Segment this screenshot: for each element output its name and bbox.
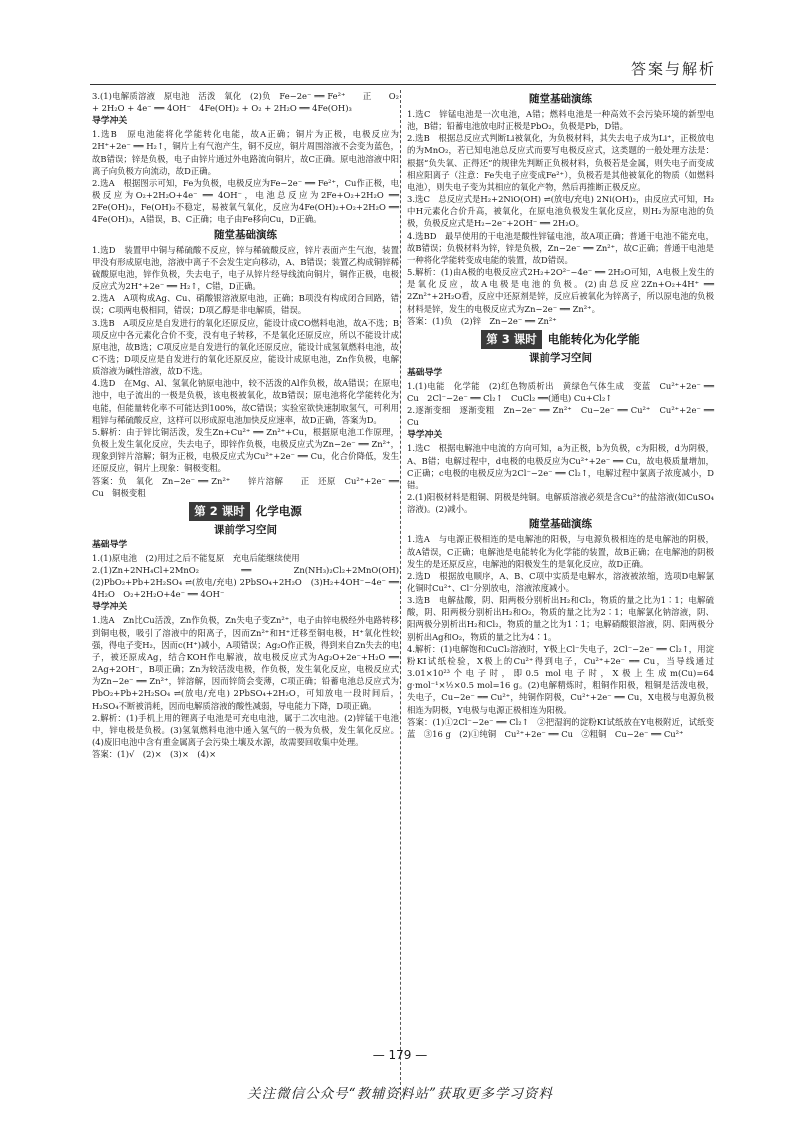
left-column <box>92 90 408 760</box>
lesson-number: 第 3 课时 <box>481 330 542 349</box>
lesson-title: 化学电源 <box>255 503 302 518</box>
subsection-heading: 基础导学 <box>92 539 128 550</box>
answer-paragraph: 3.(1)电解质溶液 原电池 活泼 氧化 (2)负 Fe−2e⁻ ══ Fe²⁺ 正 O₂ + 2H₂O + 4e⁻ ══ 4OH⁻ 4Fe(OH)₂ + O₂ + 2H₂O ══ 4Fe(OH)₃ <box>92 91 399 114</box>
answer-paragraph: 5.解析：(1)由A极的电极反应式2H₂+2O²⁻−4e⁻ ══ 2H₂O可知，A电极上发生的是氧化反应，故A电极是电池的负极。(2)由总反应2Zn+O₂+4H⁺ ══ 2Zn²⁺+2H₂O看，反应中还原剂是锌，反应后被氧化为锌离子，所以原电池的负极材料是锌，发生的电极反应式为Zn−2e⁻ ══ Zn²⁺。 <box>407 267 714 314</box>
subsection-heading: 基础导学 <box>407 367 443 378</box>
page-number: — 179 — <box>372 1048 428 1062</box>
answer-paragraph: 3.选B A项反应是自发进行的氧化还原反应，能设计成CO燃料电池，故A不选；B项反应中各元素化合价不变，没有电子转移，不是氧化还原反应，所以不能设计成原电池，故B选；C项反应是自发进行的氧化还原反应，能设计成氢氧燃料电池，故C不选；D项反应是自发进行的氧化还原反应，能设计成原电池，Zn作负极，电解质溶液为碱性溶液，故D不选。 <box>92 317 399 377</box>
answer-paragraph: 2.逐渐变细 逐渐变粗 Zn−2e⁻ ══ Zn²⁺ Cu−2e⁻ ══ Cu²⁺ Cu²⁺+2e⁻ ══ Cu <box>407 405 714 428</box>
answer-paragraph: 4.选BD 最早使用的干电池是酸性锌锰电池，故A项正确；普通干电池不能充电，故B错误；负极材料为锌，锌是负极，Zn−2e⁻ ══ Zn²⁺，故C正确；普通干电池是一种将化学能转变成电能的装置，故D错误。 <box>407 230 714 265</box>
section-heading: 随堂基础演练 <box>529 518 592 531</box>
lesson-number: 第 2 课时 <box>189 502 250 521</box>
lesson-heading <box>92 502 399 521</box>
answer-paragraph: 2.选A A项构成Ag、Cu、硝酸银溶液原电池，正确；B项没有构成闭合回路，错误；C项两电极相同，错误；D项乙醇是非电解质，错误。 <box>92 293 399 316</box>
answer-paragraph: 2.解析：(1)手机上用的锂离子电池是可充电电池，属于二次电池。(2)锌锰干电池中，锌电极是负极。(3)氢氧燃料电池中通入氢气的一极为负极，发生氧化反应。(4)废旧电池中含有重金属离子会污染土壤及水源，故需要回收集中处理。 <box>92 712 399 748</box>
answer-paragraph: 3.选B 电解盐酸，阴、阳两极分别析出H₂和Cl₂，物质的量之比为1∶1；电解硫酸，阴、阳两极分别析出H₂和O₂，物质的量之比为2∶1；电解氯化钠溶液，阴、阳两极分别析出H₂和Cl₂，物质的量之比为1∶1；电解硝酸银溶液，阴、阳两极分别析出Ag和O₂，物质的量之比为4∶1。 <box>407 595 714 642</box>
lesson-title: 电能转化为化学能 <box>547 331 640 346</box>
right-column <box>407 90 714 740</box>
subsection-heading: 导学冲关 <box>92 602 128 613</box>
header-rule <box>90 84 716 85</box>
section-heading: 课前学习空间 <box>529 351 592 364</box>
footer-note: 关注微信公众号“教辅资料站”获取更多学习资料 <box>247 1086 553 1102</box>
answer-paragraph: 4.解析：(1)电解饱和CuCl₂溶液时，Y极上Cl⁻失电子，2Cl⁻−2e⁻ ══ Cl₂↑，用淀粉KI试纸检验，X极上的Cu²⁺得到电子，Cu²⁺+2e⁻ ══ Cu，当导线通过3.01×10²³个电子时，即0.5 mol电子时，X极上生成m(Cu)=64 g·mol⁻¹×½×0.5 mol=16 g。(2)电解精炼时，粗铜作阳极，粗铜是活泼电极，失电子，Cu−2e⁻ ══ Cu²⁺，纯铜作阴极，Cu²⁺+2e⁻ ══ Cu，X电极与电源负极相连为阴极，Y电极与电源正极相连为阳极。 <box>407 643 714 715</box>
answer-paragraph: 4.选D 在Mg、Al、氢氧化钠原电池中，较不活泼的Al作负极，故A错误；在原电池中，电子流出的一极是负极，该电极被氧化，故B错误；原电池将化学能转化为电能，但能量转化率不可能达到100%，故C错误；实验室欲快速制取氢气，可利用粗锌与稀硫酸反应，这样可以形成原电池加快反应速率，故D正确，答案为D。 <box>92 378 399 425</box>
answer-paragraph: 答案：(1)√ (2)× (3)× (4)× <box>92 749 217 760</box>
header-title: 答案与解析 <box>630 60 716 78</box>
answer-paragraph: 1.选B 原电池能将化学能转化电能，故A正确；铜片为正极，电极反应为2H⁺+2e⁻ ══ H₂↑，铜片上有气泡产生，铜不反应，铜片周围溶液不会变为蓝色，故B错误；锌是负极，电子由锌片通过外电路流向铜片，故C正确。原电池溶液中阳离子向负极方向流动，故D正确。 <box>92 129 399 176</box>
answer-paragraph: 1.(1)原电池 (2)用过之后不能复原 充电后能继续使用 <box>92 552 300 563</box>
answer-paragraph: 2.选D 根据放电顺序，A、B、C项中实质是电解水，溶液被浓缩，选项D电解氯化铜时Cu²⁺、Cl⁻分别放电，溶液浓度减小。 <box>407 570 714 593</box>
answer-paragraph: 1.选A Zn比Cu活泼，Zn作负极，Zn失电子变Zn²⁺，电子由锌电极经外电路转移到铜电极，吸引了溶液中的阳离子，因而Zn²⁺和H⁺迁移至铜电极，H⁺氧化性较强，得电子变H₂，因而c(H⁺)减小，A项错误；Ag₂O作正极，得到来自Zn失去的电子，被还原成Ag，结合KOH作电解液，故电极反应式为Ag₂O+2e⁻+H₂O ══ 2Ag+2OH⁻，B项正确；Zn为较活泼电极，作负极，发生氧化反应，电极反应式为Zn−2e⁻ ══ Zn²⁺，锌溶解，因而锌筒会变薄，C项正确；铅蓄电池总反应式为PbO₂+Pb+2H₂SO₄ ⇌(放电/充电) 2PbSO₄+2H₂O，可知放电一段时间后，H₂SO₄不断被消耗，因而电解质溶液的酸性减弱，导电能力下降，D项正确。 <box>92 615 400 711</box>
answer-paragraph: 5.解析：由于锌比铜活泼，发生Zn+Cu²⁺ ══ Zn²⁺+Cu，根据原电池工作原理，负极上发生氧化反应，失去电子，即锌作负极，电极反应式为Zn−2e⁻ ══ Zn²⁺，现象到锌片溶解；铜为正极，电极反应式为Cu²⁺+2e⁻ ══ Cu，化合价降低，发生还原反应，铜片上现象：铜极变粗。 <box>92 426 399 474</box>
answer-paragraph: 1.选C 锌锰电池是一次电池，A错；燃料电池是一种高效不会污染环境的新型电池，B错；铅蓄电池放电时正极是PbO₂，负极是Pb，D错。 <box>407 109 714 132</box>
answer-paragraph: 1.选C 根据电解池中电流的方向可知，a为正极，b为负极，c为阳极，d为阴极，A、B错；电解过程中，d电极的电极反应为Cu²⁺+2e⁻ ══ Cu，故电极质量增加，C正确；c电极的电极反应为2Cl⁻−2e⁻ ══ Cl₂↑，电解过程中氯离子浓度减小，D错。 <box>407 443 714 490</box>
answer-paragraph: 1.选D 装置甲中铜与稀硫酸不反应，锌与稀硫酸反应，锌片表面产生气泡，装置甲没有形成原电池，溶液中离子不会发生定向移动，A、B错误；装置乙构成铜锌稀硫酸原电池，锌作负极，失去电子，电子从锌片经导线流向铜片，铜作正极，电极反应式为2H⁺+2e⁻ ══ H₂↑，C错，D正确。 <box>92 244 399 292</box>
section-heading: 课前学习空间 <box>214 523 277 536</box>
section-heading: 随堂基础演练 <box>214 228 277 241</box>
answer-paragraph: 2.(1)Zn+2NH₄Cl+2MnO₂ ══ Zn(NH₃)₂Cl₂+2MnO(OH) (2)PbO₂+Pb+2H₂SO₄ ⇌(放电/充电) 2PbSO₄+2H₂O (3)H₂+4OH⁻−4e⁻ ══ 4H₂O O₂+2H₂O+4e⁻ ══ 4OH⁻ <box>92 565 408 600</box>
column-divider <box>400 90 401 1100</box>
subsection-heading: 导学冲关 <box>92 116 128 127</box>
answer-paragraph: 答案：负 氧化 Zn−2e⁻ ══ Zn²⁺ 锌片溶解 正 还原 Cu²⁺+2e⁻ ══ Cu 铜极变粗 <box>92 475 399 498</box>
answer-paragraph: 1.(1)电能 化学能 (2)红色物质析出 黄绿色气体生成 变蓝 Cu²⁺+2e⁻ ══ Cu 2Cl⁻−2e⁻ ══ Cl₂↑ CuCl₂ ══(通电) Cu+Cl₂↑ <box>407 380 714 403</box>
subsection-heading: 导学冲关 <box>407 430 443 441</box>
answer-paragraph: 答案：(1)负 (2)锌 Zn−2e⁻ ══ Zn²⁺ <box>407 315 557 326</box>
answer-paragraph: 1.选A 与电源正极相连的是电解池的阳极，与电源负极相连的是电解池的阴极，故A错误，C正确；电解池是电能转化为化学能的装置，故B正确；在电解池的阴极发生的是还原反应，电解池的阳极发生的是氧化反应，故D正确。 <box>407 534 714 569</box>
lesson-heading <box>407 330 714 349</box>
answer-paragraph: 2.(1)阳极材料是粗铜、阴极是纯铜。电解质溶液必须是含Cu²⁺的盐溶液(如CuSO₄溶液)。(2)减小。 <box>407 492 714 515</box>
section-heading: 随堂基础演练 <box>529 93 592 105</box>
answer-paragraph: 3.选C 总反应式是H₂+2NiO(OH) ⇌(放电/充电) 2Ni(OH)₂，由反应式可知，H₂中H元素化合价升高，被氧化，在原电池负极发生氧化反应，则H₂为原电池的负极，负极反应式是H₂−2e⁻+2OH⁻ ══ 2H₂O。 <box>407 194 714 229</box>
answer-paragraph: 2.选A 根据图示可知，Fe为负极，电极反应为Fe−2e⁻ ══ Fe²⁺，Cu作正极，电极反应为O₂+2H₂O+4e⁻ ══ 4OH⁻，电池总反应为2Fe+O₂+2H₂O ══ 2Fe(OH)₂，Fe(OH)₂不稳定，易被氧气氧化，反应为4Fe(OH)₂+O₂+2H₂O ══ 4Fe(OH)₃，A错误，B、C正确；电子由Fe移向Cu，D正确。 <box>92 177 399 225</box>
answer-paragraph: 答案：(1)①2Cl⁻−2e⁻ ══ Cl₂↑ ②把湿润的淀粉KI试纸放在Y电极附近，试纸变蓝 ③16 g (2)①纯铜 Cu²⁺+2e⁻ ══ Cu ②粗铜 Cu−2e⁻ ══ Cu²⁺ <box>407 716 714 739</box>
answer-paragraph: 2.选B 根据总反应式判断Li被氧化，为负极材料，其失去电子成为Li⁺，正极放电的为MnO₂，若已知电池总反应式而要写电极反应式，这类题的一般处理方法是：根据“负失氧、正得还”的规律先判断正负极材料，负极若是金属，则失电子而变成相应阳离子（注意：Fe失电子应变成Fe²⁺），负极若是其他被氧化的物质（如燃料电池），则失电子变为其相应的氧化产物，然后再推断正极反应。 <box>407 133 714 192</box>
